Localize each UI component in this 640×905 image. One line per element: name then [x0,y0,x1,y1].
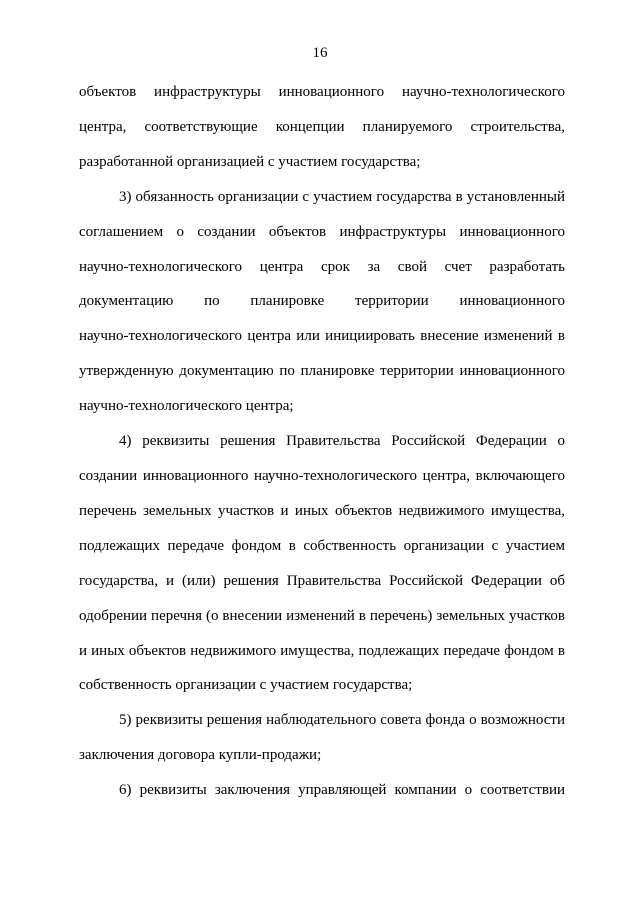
document-body [79,75,565,808]
text-line: одобрении перечня (о внесении изменений в перечень) земельных участков [79,607,565,624]
text-line: государства, и (или) решения Правительства Российской Федерации об [79,572,565,589]
paragraph-continuation [79,75,565,180]
text-line: собственность организации с участием государства; [79,677,413,694]
text-line: научно-технологического центра срок за свой счет разработать [79,258,565,275]
text-line: создании инновационного научно-технологического центра, включающего [79,467,565,484]
text-line: соглашением о создании объектов инфраструктуры инновационного [79,223,565,240]
paragraph-item-3 [79,180,565,424]
text-line: 6) реквизиты заключения управляющей компании о соответствии [119,782,565,799]
paragraph-item-6 [79,773,565,808]
page-number: 16 [312,45,328,61]
text-line: и иных объектов недвижимого имущества, подлежащих передаче фондом в [79,642,565,659]
text-line: 5) реквизиты решения наблюдательного совета фонда о возможности [119,712,565,729]
text-line: подлежащих передаче фондом в собственность организации с участием [79,537,565,554]
text-line: объектов инфраструктуры инновационного научно-технологического [79,84,565,100]
text-line: заключения договора купли-продажи; [79,747,322,764]
text-line: научно-технологического центра или инициировать внесение изменений в [79,328,565,345]
text-line: документацию по планировке территории инновационного [79,293,565,310]
text-line: разработанной организацией с участием государства; [79,153,421,170]
paragraph-item-4 [79,424,565,703]
text-line: перечень земельных участков и иных объектов недвижимого имущества, [79,502,565,519]
text-line: центра, соответствующие концепции планируемого строительства, [79,118,565,135]
text-line: 3) обязанность организации с участием государства в установленный [119,188,565,205]
text-line: утвержденную документацию по планировке территории инновационного [79,363,565,380]
text-line: 4) реквизиты решения Правительства Российской Федерации о [119,433,565,450]
text-line: научно-технологического центра; [79,398,294,415]
paragraph-item-5 [79,703,565,773]
